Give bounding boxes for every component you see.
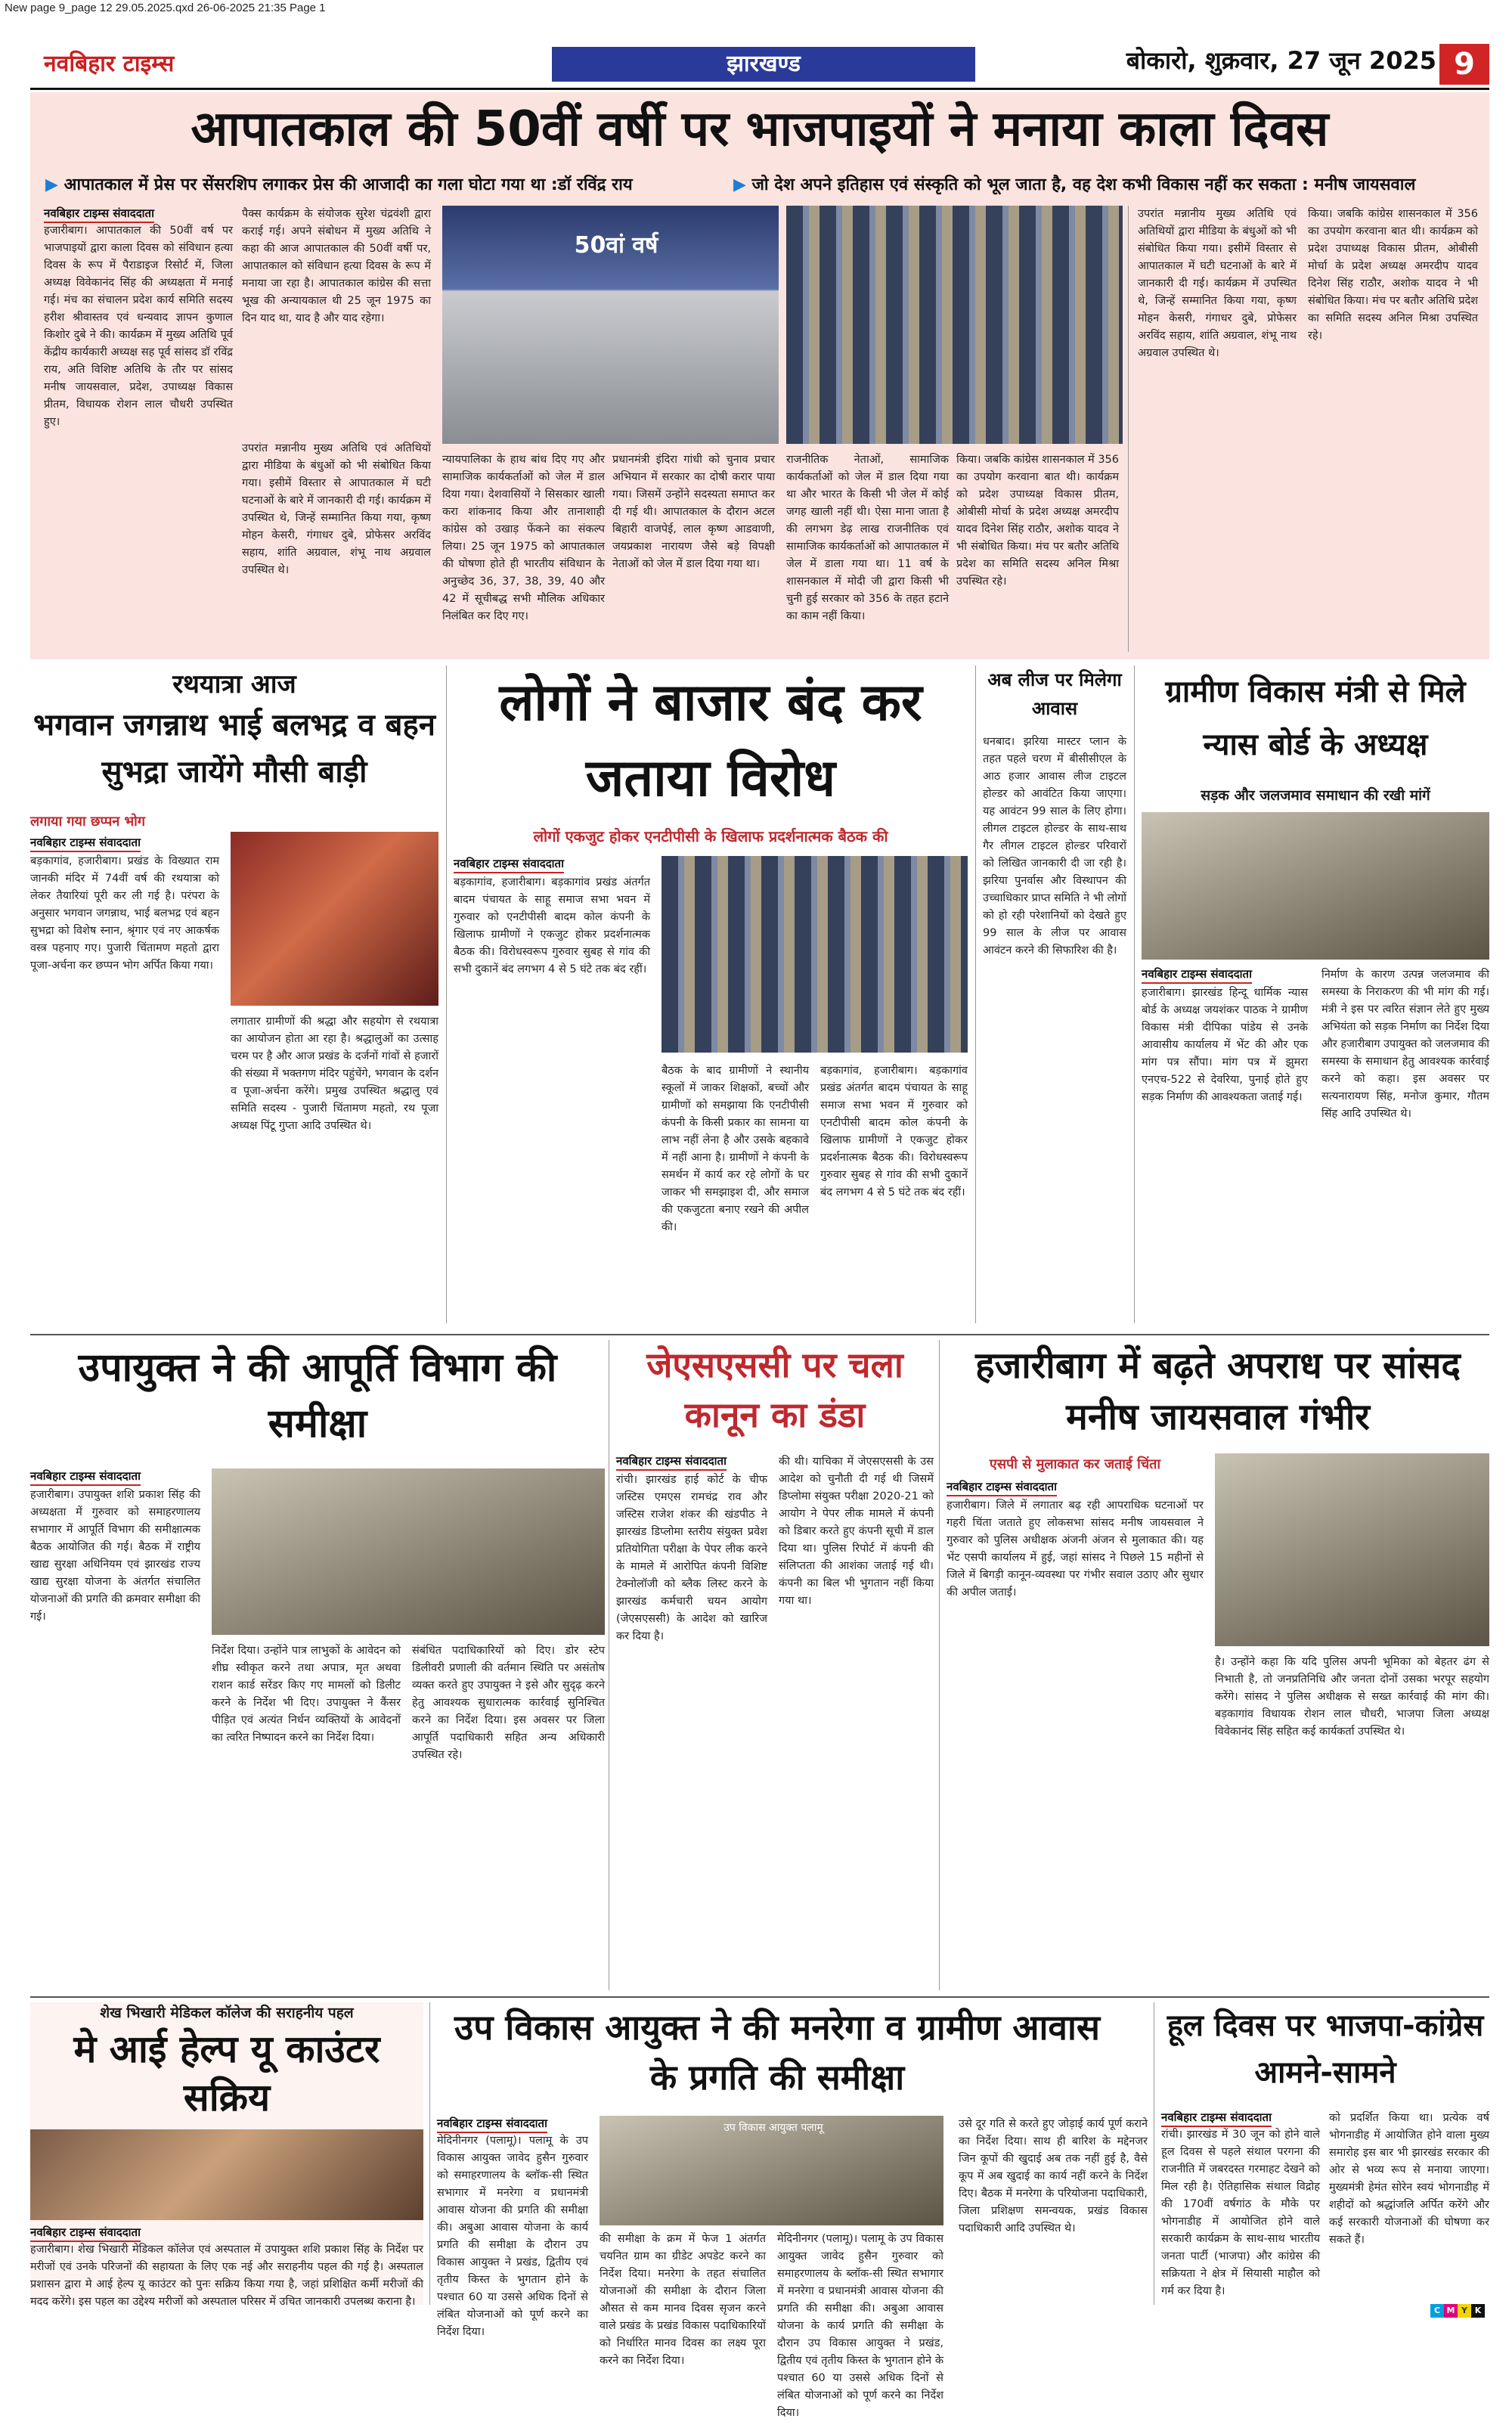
manish-subhead: एसपी से मुलाकात कर जताई चिंता (989, 1456, 1161, 1472)
minister-body-2: निर्माण के कारण उत्पन्न जलजमाव की समस्या के निराकरण की भी मांग की गई। मंत्री ने इस पर त्वरित संज्ञान लेते हुए मुख्य अभियंता को सड़क निर्माण का निर्देश दिया और हजारीबाग उपायुक्त को जलजमाव की समस्या के समाधान हेतु आवश्यक कार्रवाई करने को कहा। इस अवसर पर सत्यनारायण सिंह, मनोज कुमार, गौतम सिंह आदि उपस्थित थे। (1321, 969, 1489, 1120)
hul-byline (1161, 2110, 1320, 2125)
lead-col-5: राजनीतिक नेताओं, सामाजिक कार्यकर्ताओं को जेल में डाल दिया गया था और भारत के किसी भी जेल में कोई जगह खाली नहीं थी। ऐसा माना जाता है की लगभग डेढ़ लाख राजनीतिक एवं सामाजिक कार्यकर्ताओं को आपातकाल में जेल में डाला गया था। 11 वर्ष के शासनकाल में मोदी जी द्वारा किसी भी चुनी हुई सरकार को 356 के तहत हटाने का काम नहीं किया। (786, 454, 949, 622)
upayukt-body-1: हजारीबाग। उपायुक्त शशि प्रकाश सिंह की अध्यक्षता में गुरुवार को समाहरणालय सभागार में आपूर्ति विभाग की समीक्षात्मक बैठक आयोजित की गई। बैठक में राष्ट्रीय खाद्य सुरक्षा अधिनियम एवं झारखंड राज्य खाद्य सुरक्षा योजना के अंतर्गत संचालित योजनाओं की प्रगति की क्रमवार समीक्षा की गई। (30, 1489, 200, 1623)
rathyatra-kicker: रथयात्रा आज (172, 669, 296, 699)
helpu-body: हजारीबाग। शेख भिखारी मेडिकल कॉलेज एवं अस्पताल में उपायुक्त शशि प्रकाश सिंह के निर्देश पर मरीजों एवं उनके परिजनों की सहायता के लिए एक नई और सराहनीय पहल की गई है। अस्पताल प्रशासन द्वारा मे आई हेल्प यू काउंटर को पुनः सक्रिय किया गया है, जहां प्रशिक्षित कर्मी मरीजों की मदद करेंगे। इस पहल का उद्देश्य मरीजों को अस्पताल परिसर में उचित जानकारी उपलब्ध कराना है। (30, 2244, 423, 2308)
helpu-kicker: शेख भिखारी मेडिकल कॉलेज की सराहनीय पहल (100, 2005, 354, 2021)
col-divider-6 (429, 2002, 430, 2305)
manish-body-1: हजारीबाग। जिले में लगातार बढ़ रही आपराधिक घटनाओं पर गहरी चिंता जताते हुए लोकसभा सांसद मनीष जायसवाल ने गुरुवार को पुलिस अधीक्षक अंजनी अंजन से मुलाकात की। यह भेंट एसपी कार्यालय में हुई, जहां सांसद ने पिछले 15 महीनों से जिले में बिगड़ी कानून-व्यवस्था पर गंभीर सवाल उठाए और सुधार की अपील जताई। (947, 1499, 1204, 1599)
hul-headline: हूल दिवस पर भाजपा-कांग्रेस आमने-सामने (1167, 2008, 1484, 2090)
minister-subhead: सड़क और जलजमाव समाधान की रखी मांगें (1201, 787, 1430, 804)
helpu-byline-text: नवबिहार टाइम्स संवाददाता (30, 2225, 141, 2242)
mnrega-body-2b: मेदिनीनगर (पलामू)। पलामू के उप विकास आयुक्त जावेद हुसैन गुरुवार को समाहरणालय के ब्लॉक-सी स्थित सभागार में मनरेगा व प्रधानमंत्री आवास योजना की प्रगति की समीक्षा की। अबुआ आवास योजना के कार्य प्रगति की समीक्षा के दौरान उप विकास आयुक्त ने प्रखंड, द्वितीय एवं तृतीय किस्त के भुगतान होने के पश्चात 60 या उससे अधिक दिनों से लंबित योजनाओं को पूर्ण करने का निर्देश दिया। (777, 2233, 943, 2419)
rathyatra-photo (231, 832, 438, 1006)
section-label: झारखण्ड (552, 47, 975, 82)
story-manish (947, 1340, 1489, 1998)
jssc-body-2: की थी। याचिका में जेएसएससी के उस आदेश को चुनौती दी गई थी जिसमें डिप्लोमा संयुक्त परीक्षा 2020-21 को आयोग ने पेपर लीक मामले में कंपनी को डिबार करते हुए कंपनी सूची में डाल दिया था। पुलिस रिपोर्ट में कंपनी की संलिप्तता की आशंका जताई गई थी। कंपनी का बिल भी भुगतान नहीं किया गया था। (779, 1456, 934, 1607)
lead-col-7: उपरांत मन्नानीय मुख्य अतिथि एवं अतिथियों द्वारा मीडिया के बंधुओं को भी संबोधित किया गया। इसीमें विस्तार से आपातकाल में घटी घटनाओं के बारे में जानकारी दी गई। कार्यक्रम में उपस्थित थे, जिन्हें सम्मानित किया गया, कृष्ण मोहन केसरी, गंगाधर दुबे, प्रोफेसर अरविंद सहाय, शांति अग्रवाल, शंभू नाथ अग्रवाल उपस्थित थे। (1138, 208, 1297, 359)
hul-body-1: रांची। झारखंड में 30 जून को होने वाले हूल दिवस से पहले संथाल परगना की राजनीति में जबरदस्त गरमाहट देखने को मिल रही है। ऐतिहासिक संथाल विद्रोह की 170वीं वर्षगांठ के मौके पर भोगनाडीह में आयोजित होने वाले सरकारी कार्यक्रम के साथ-साथ भारतीय जनता पार्टी (भाजपा) और कांग्रेस की सक्रियता ने क्षेत्र में सियासी माहौल को गर्म कर दिया है। (1161, 2129, 1320, 2297)
lead-headline: आपातकाल की 50वीं वर्षी पर भाजपाइयों ने मनाया काला दिवस (191, 101, 1329, 157)
rathyatra-headline: भगवान जगन्नाथ भाई बलभद्र व बहन सुभद्रा जायेंगे मौसी बाड़ी (33, 708, 435, 789)
bazaar-byline-text: नवबिहार टाइम्स संवाददाता (454, 856, 564, 873)
lead-subhead-left: ▶ आपातकाल में प्रेस पर सेंसरशिप लगाकर प्रेस की आजादी का गला घोटा गया था :डॉ रविंद्र राय (45, 175, 633, 194)
lead-photo-audience (786, 206, 1123, 444)
mnrega-body-3: उसे दूर गति से करते हुए जोड़ाई कार्य पूर्ण कराने का निर्देश दिया। साथ ही बारिश के मद्देनजर जिन कूपों की खुदाई अब तक नहीं हुई है, वैसे कूप में अब खुदाई का कार्य नहीं करने के निर्देश दिए। बैठक में मनरेगा के परियोजना पदाधिकारी, जिला प्रशिक्षण समन्वयक, प्रखंड विकास पदाधिकारी आदि उपस्थित थे। (959, 2118, 1148, 2234)
cmyk-c: C (1430, 2304, 1444, 2318)
cmyk-y: Y (1458, 2304, 1471, 2318)
bazaar-photo (662, 856, 968, 1053)
dateline: बोकारो, शुक्रवार, 27 जून 2025 (1126, 46, 1436, 75)
lead-subhead-right: ▶ जो देश अपने इतिहास एवं संस्कृति को भूल जाता है, वह देश कभी विकास नहीं कर सकता : मनीष जायसवाल (733, 175, 1416, 194)
upayukt-body-2: निर्देश दिया। उन्होंने पात्र लाभुकों के आवेदन को शीघ्र स्वीकृत करने तथा अपात्र, मृत अथवा राशन कार्ड सरेंडर किए गए मामलों को डिलीट करने के निर्देश भी दिए। उपायुक्त ने कैंसर पीड़ित एवं अत्यंत निर्धन व्यक्तियों के आवेदनों का त्वरित निष्पादन करने का निर्देश दिया। (212, 1645, 401, 1744)
mnrega-headline: उप विकास आयुक्त ने की मनरेगा व ग्रामीण आवास के प्रगति की समीक्षा (454, 2007, 1100, 2098)
row-divider-1 (30, 1334, 1489, 1335)
paper-name: नवबिहार टाइम्स (44, 51, 175, 77)
col-divider-1 (446, 665, 447, 1323)
story-upayukt (30, 1340, 605, 1998)
story-minister (1142, 665, 1489, 1331)
jssc-byline-text: नवबिहार टाइम्स संवाददाता (616, 1453, 727, 1471)
minister-photo (1142, 812, 1489, 960)
row-divider-2 (30, 1996, 1489, 1998)
lead-col-1: हजारीबाग। आपातकाल की 50वीं वर्ष पर भाजपाइयों द्वारा काला दिवस को संविधान हत्या दिवस के रूप में पैराडाइज रिसोर्ट में, जिला अध्यक्ष विवेकानंद सिंह की अध्यक्षता में मनाई गई। मंच का संचालन प्रदेश कार्य समिति सदस्य हरीश श्रीवास्तव एवं धन्यवाद ज्ञापन कुणाल किशोर दुबे ने की। कार्यक्रम में मुख्य अतिथि पूर्व केंद्रीय कार्यकारी अध्यक्ष सह पूर्व सांसद डॉ रविंद्र राय, अति विशिष्ट अतिथि के तौर पर सांसद मनीष जायसवाल, प्रदेश, उपाध्यक्ष विकास प्रीतम, विधायक रोशन लाल चौधरी उपस्थित हुए। (44, 225, 233, 428)
story-jssc (616, 1340, 934, 1998)
col-divider-2 (975, 665, 976, 1323)
lead-col-6: किया। जबकि कांग्रेस शासनकाल में 356 का उपयोग करवाना बात थी। कार्यक्रम को प्रदेश उपाध्यक्ष विकास प्रीतम, ओबीसी मोर्चा के प्रदेश अध्यक्ष अमरदीप यादव दिनेश सिंह राठौर, अशोक यादव ने भी संबोधित किया। मंच पर बतौर अतिथि प्रदेश का समिति सदस्य अनिल मिश्रा उपस्थित रहे। (956, 454, 1119, 588)
bazaar-subhead: लोगों एकजुट होकर एनटीपीसी के खिलाफ प्रदर्शनात्मक बैठक की (533, 827, 888, 845)
mnrega-byline (437, 2116, 588, 2131)
mnrega-photo-banner: उप विकास आयुक्त पलामू (723, 2122, 823, 2134)
lead-photo-stage (442, 206, 779, 444)
manish-headline: हजारीबाग में बढ़ते अपराध पर सांसद मनीष जायसवाल गंभीर (975, 1344, 1461, 1438)
rathyatra-body-2: लगातार ग्रामीणों की श्रद्धा और सहयोग से रथयात्रा का आयोजन होता आ रहा है। श्रद्धालुओं का उत्साह चरम पर है और आज प्रखंड के दर्जनों गांवों से हजारों की संख्या में भक्तगण मंदिर पहुंचेंगे, भगवान के दर्शन व पूजा-अर्चना करेंगे। प्रमुख उपस्थित श्रद्धालु एवं समिति सदस्य - पुजारी चिंतामण महतो, रथ पूजा अध्यक्ष पिंटू गुप्ता आदि उपस्थित थे। (231, 1016, 438, 1132)
jssc-body-1: रांची। झारखंड हाई कोर्ट के चीफ जस्टिस एमएस रामचंद्र राव और जस्टिस राजेश शंकर की खंडपीठ ने झारखंड डिप्लोमा स्तरीय संयुक्त प्रवेश प्रतियोगिता परीक्षा के पेपर लीक करने के मामले में आरोपित कंपनी विशिष्ट टेक्नोलॉजी को ब्लैक लिस्ट करने के झारखंड कर्मचारी चयन आयोग (जेएसएससी) के आदेश को खारिज कर दिया है। (616, 1474, 767, 1642)
minister-byline-text: नवबिहार टाइम्स संवाददाता (1142, 966, 1252, 984)
cmyk-registration (1430, 2302, 1489, 2317)
lead-subhead-right-text: जो देश अपने इतिहास एवं संस्कृति को भूल जाता है, वह देश कभी विकास नहीं कर सकता : मनीष जायसवाल (751, 175, 1416, 194)
cmyk-m: M (1444, 2304, 1458, 2318)
story-rathyatra (30, 665, 438, 1331)
masthead-rule (30, 88, 1489, 90)
bazaar-body-2: बैठक के बाद ग्रामीणों ने स्थानीय स्कूलों में जाकर शिक्षकों, बच्चों और ग्रामीणों को समझाया कि एनटीपीसी कंपनी के किसी प्रकार का सामना या लाभ नहीं लेना है और उसके बहकावे में नहीं आना है। ग्रामीणों ने कंपनी के समर्थन में कार्य कर रहे लोगों के घर जाकर भी समझाइश दी, और समाज की एकजुटता बनाए रखने की अपील की। (662, 1065, 809, 1233)
upayukt-photo (212, 1468, 605, 1635)
story-bazaar (454, 665, 968, 1331)
lead-col-2: पैक्स कार्यक्रम के संयोजक सुरेश चंद्रवंशी द्वारा कराई गई। अपने संबोधन में मुख्य अतिथि ने कहा की आज आपातकाल की 50वीं वर्षी पर, आपातकाल को संविधान हत्या दिवस के रूप में मनाया जा रहा है। आपातकाल कांग्रेस की सत्ता भूख की अन्यायकाल थी 25 जून 1975 का दिन याद था, याद है और याद रहेगा। (242, 208, 431, 324)
bazaar-headline: लोगों ने बाजार बंद कर जताया विरोध (499, 673, 922, 808)
lead-col-8: किया। जबकि कांग्रेस शासनकाल में 356 का उपयोग करवाना बात थी। कार्यक्रम को प्रदेश उपाध्यक्ष विकास प्रीतम, ओबीसी मोर्चा के प्रदेश अध्यक्ष अमरदीप यादव दिनेश सिंह राठौर, अशोक यादव ने भी संबोधित किया। मंच पर बतौर अतिथि प्रदेश का समिति सदस्य अनिल मिश्रा उपस्थित रहे। (1308, 208, 1478, 342)
lead-col-4: प्रधानमंत्री इंदिरा गांधी को चुनाव प्रचार अभियान में सरकार का दोषी करार पाया गया। जिसमें उन्होंने सदस्यता समाप्त कर दी गई थी। आपातकाल के दौरान अटल बिहारी वाजपेई, लाल कृष्ण आडवाणी, जयप्रकाश नारायण जैसे बड़े विपक्षी नेताओं को जेल में डाल दिया गया था। (612, 454, 775, 570)
upayukt-byline (30, 1468, 227, 1484)
lead-col-2b: उपरांत मन्नानीय मुख्य अतिथि एवं अतिथियों द्वारा मीडिया के बंधुओं को भी संबोधित किया गया। इसीमें विस्तार से आपातकाल में घटी घटनाओं के बारे में जानकारी दी गई। कार्यक्रम में उपस्थित थे, जिन्हें सम्मानित किया गया, कृष्ण मोहन केसरी, गंगाधर दुबे, प्रोफेसर अरविंद सहाय, शांति अग्रवाल, शंभू नाथ अग्रवाल उपस्थित थे। (242, 442, 431, 576)
rathyatra-byline (30, 835, 257, 850)
mnrega-body-1: मेदिनीनगर (पलामू)। पलामू के उप विकास आयुक्त जावेद हुसैन गुरुवार को समाहरणालय के ब्लॉक-सी स्थित सभागार में मनरेगा व प्रधानमंत्री आवास योजना की प्रगति की समीक्षा की। अबुआ आवास योजना के कार्य प्रगति की समीक्षा के दौरान उप विकास आयुक्त ने प्रखंड, द्वितीय एवं तृतीय किस्त के भुगतान होने के पश्चात 60 या उससे अधिक दिनों से लंबित योजनाओं को पूर्ण करने का निर्देश दिया। (437, 2135, 588, 2338)
helpu-byline (30, 2225, 257, 2240)
helpu-headline: मे आई हेल्प यू काउंटर सक्रिय (73, 2027, 380, 2120)
jssc-headline: जेएसएससी पर चला कानून का डंडा (646, 1344, 903, 1435)
lead-photo-banner: 50वां वर्ष (574, 232, 658, 259)
minister-body-1: हजारीबाग। झारखंड हिन्दू धार्मिक न्यास बोर्ड के अध्यक्ष जयशंकर पाठक ने ग्रामीण विकास मंत्री दीपिका पांडेय से उनके आवासीय कार्यालय में भेंट की और एक मांग पत्र सौंपा। मांग पत्र में झुमरा एनएच-522 से देवरिया, पुनाई होते हुए सड़क निर्माण की आवश्यकता जताई गई। (1142, 987, 1308, 1103)
mnrega-photo (600, 2116, 943, 2225)
awas-kicker: अब लीज पर मिलेगा आवास (987, 669, 1122, 719)
print-meta: New page 9_page 12 29.05.2025.qxd 26-06-2025 21:35 Page 1 (5, 2, 326, 14)
page-number: 9 (1439, 44, 1489, 85)
upayukt-body-3: संबंधित पदाधिकारियों को दिए। डोर स्टेप डिलीवरी प्रणाली की वर्तमान स्थिति पर असंतोष व्यक्त करते हुए उपायुक्त ने इसे और सुदृढ़ करने हेतु आवश्यक सुधारात्मक कार्रवाई सुनिश्चित करने का निर्देश दिया। इस अवसर पर जिला आपूर्ति पदाधिकारी सहित अन्य अधिकारी उपस्थित रहे। (412, 1645, 605, 1761)
story-awas (983, 665, 1126, 1331)
lead-col-3: न्यायपालिका के हाथ बांध दिए गए और सामाजिक कार्यकर्ताओं को जेल में डाल दिया गया। देशवासियों ने सिसकार खाली करा शांकनाद किया और तानाशाही कांग्रेस को उखाड़ फेंकने का संकल्प लिया। 25 जून 1975 को आपातकाल की घोषणा होते ही भारतीय संविधान के अनुच्छेद 36, 37, 38, 39, 40 और 42 में सूचीबद्ध सभी मौलिक अधिकार निलंबित कर दिए गए। (442, 454, 605, 622)
cmyk-k: K (1471, 2304, 1485, 2318)
bazaar-body-1: बड़कागांव, हजारीबाग। बड़कागांव प्रखंड अंतर्गत बादम पंचायत के साहू समाज सभा भवन में गुरुवार को एनटीपीसी बादम कोल कंपनी के खिलाफ ग्रामीणों ने एकजुट होकर प्रदर्शनात्मक बैठक की। विरोधस्वरूप गुरुवार सुबह से गांव की सभी दुकानें बंद लगभग 4 से 5 घंटे तक बंद रहीं। (454, 876, 650, 975)
minister-byline (1142, 966, 1338, 982)
mnrega-byline-text: नवबिहार टाइम्स संवाददाता (437, 2116, 547, 2133)
manish-photo (1215, 1453, 1489, 1646)
hul-byline-text: नवबिहार टाइम्स संवाददाता (1161, 2110, 1272, 2127)
awas-body: धनबाद। झरिया मास्टर प्लान के तहत पहले चरण में बीसीसीएल के आठ हजार आवास लीज टाइटल होल्डर को आवंटित किया जाएगा। यह आवंटन 99 साल के लिए होगा। लीगल टाइटल होल्डर के साथ-साथ गैर लीगल टाइटल होल्डर परिवारों को लिखित जानकारी दी जा रही है। झरिया पुनर्वास और विस्थापन की उच्चाधिकार प्राप्त समिति ने भी लोगों को हो रही परेशानियों को देखते हुए 99 साल के लीज पर आवास आवंटन करने की सिफारिश की है। (983, 736, 1126, 957)
upayukt-headline: उपायुक्त ने की आपूर्ति विभाग की समीक्षा (78, 1345, 557, 1447)
upayukt-byline-text: नवबिहार टाइम्स संवाददाता (30, 1468, 141, 1486)
helpu-photo (30, 2129, 423, 2220)
rathyatra-body-1: बड़कागांव, हजारीबाग। प्रखंड के विख्यात राम जानकी मंदिर में 74वीं वर्ष की रथयात्रा को लेकर तैयारियां पूरी कर ली गई है। परंपरा के अनुसार भगवान जगन्नाथ, भाई बलभद्र एवं बहन सुभद्रा को विशेष स्नान, श्रृंगार एवं नए आकर्षक वस्त्र पहनाए गए। पुजारी चिंतामण महतो द्वारा पूजा-अर्चना कर छप्पन भोग अर्पित किया गया। (30, 855, 219, 972)
jssc-byline (616, 1453, 767, 1468)
lead-byline-text: नवबिहार टाइम्स संवाददाता (44, 206, 154, 223)
bazaar-byline (454, 856, 650, 871)
lead-subhead-left-text: आपातकाल में प्रेस पर सेंसरशिप लगाकर प्रेस की आजादी का गला घोटा गया था :डॉ रविंद्र राय (64, 175, 633, 194)
lead-byline (44, 206, 240, 221)
hul-body-2: को प्रदर्शित किया था। प्रत्येक वर्ष भोगनाडीह में आयोजित होने वाला मुख्य समारोह इस बार भी झारखंड सरकार की ओर से भव्य रूप से मनाया जाएगा। मुख्यमंत्री हेमंत सोरेन स्वयं भोगनाडीह में शहीदों को श्रद्धांजलि अर्पित करेंगे और कई सरकारी योजनाओं की घोषणा कर सकते हैं। (1329, 2112, 1489, 2246)
bazaar-body-3: बड़कागांव, हजारीबाग। बड़कागांव प्रखंड अंतर्गत बादम पंचायत के साहू समाज सभा भवन में गुरुवार को एनटीपीसी बादम कोल कंपनी के खिलाफ ग्रामीणों ने एकजुट होकर प्रदर्शनात्मक बैठक की। विरोधस्वरूप गुरुवार सुबह से गांव की सभी दुकानें बंद लगभग 4 से 5 घंटे तक बंद रहीं। (820, 1065, 968, 1199)
lead-story-band (30, 92, 1489, 659)
mnrega-body-2: की समीक्षा के क्रम में फेज 1 अंतर्गत चयनित ग्राम का ग्रीडेट अपडेट करने का निर्देश दिया। मनरेगा के तहत संचालित योजनाओं की समीक्षा के दौरान जिला औसत से कम मानव दिवस सृजन करने वाले प्रखंड के प्रखंड विकास पदाधिकारियों को निर्धारित मानव दिवस का लक्ष्य पूरा करने का निर्देश दिया। (600, 2233, 766, 2367)
lead-divider (1128, 206, 1129, 652)
story-hul (1161, 2002, 1489, 2305)
manish-byline (947, 1479, 1173, 1494)
rathyatra-byline-text: नवबिहार टाइम्स संवाददाता (30, 835, 141, 852)
story-helpu (30, 2002, 423, 2308)
story-mnrega (437, 2002, 1148, 2419)
manish-byline-text: नवबिहार टाइम्स संवाददाता (947, 1479, 1057, 1496)
minister-headline: ग्रामीण विकास मंत्री से मिले न्यास बोर्ड के अध्यक्ष (1165, 675, 1466, 762)
rathyatra-caption: लगाया गया छप्पन भोग (30, 814, 145, 830)
col-divider-5 (939, 1340, 940, 1990)
manish-body-2: है। उन्होंने कहा कि यदि पुलिस अपनी भूमिका को बेहतर ढंग से निभाती है, तो जनप्रतिनिधि और जनता दोनों उसका भरपूर सहयोग करेंगे। सांसद ने पुलिस अधीक्षक से सख्त कार्रवाई की मांग की। बड़कागांव विधायक रोशन लाल चौधरी, भाजपा जिला अध्यक्ष विवेकानंद सिंह सहित कई कार्यकर्ता उपस्थित थे। (1215, 1656, 1489, 1738)
col-divider-3 (1134, 665, 1135, 1323)
